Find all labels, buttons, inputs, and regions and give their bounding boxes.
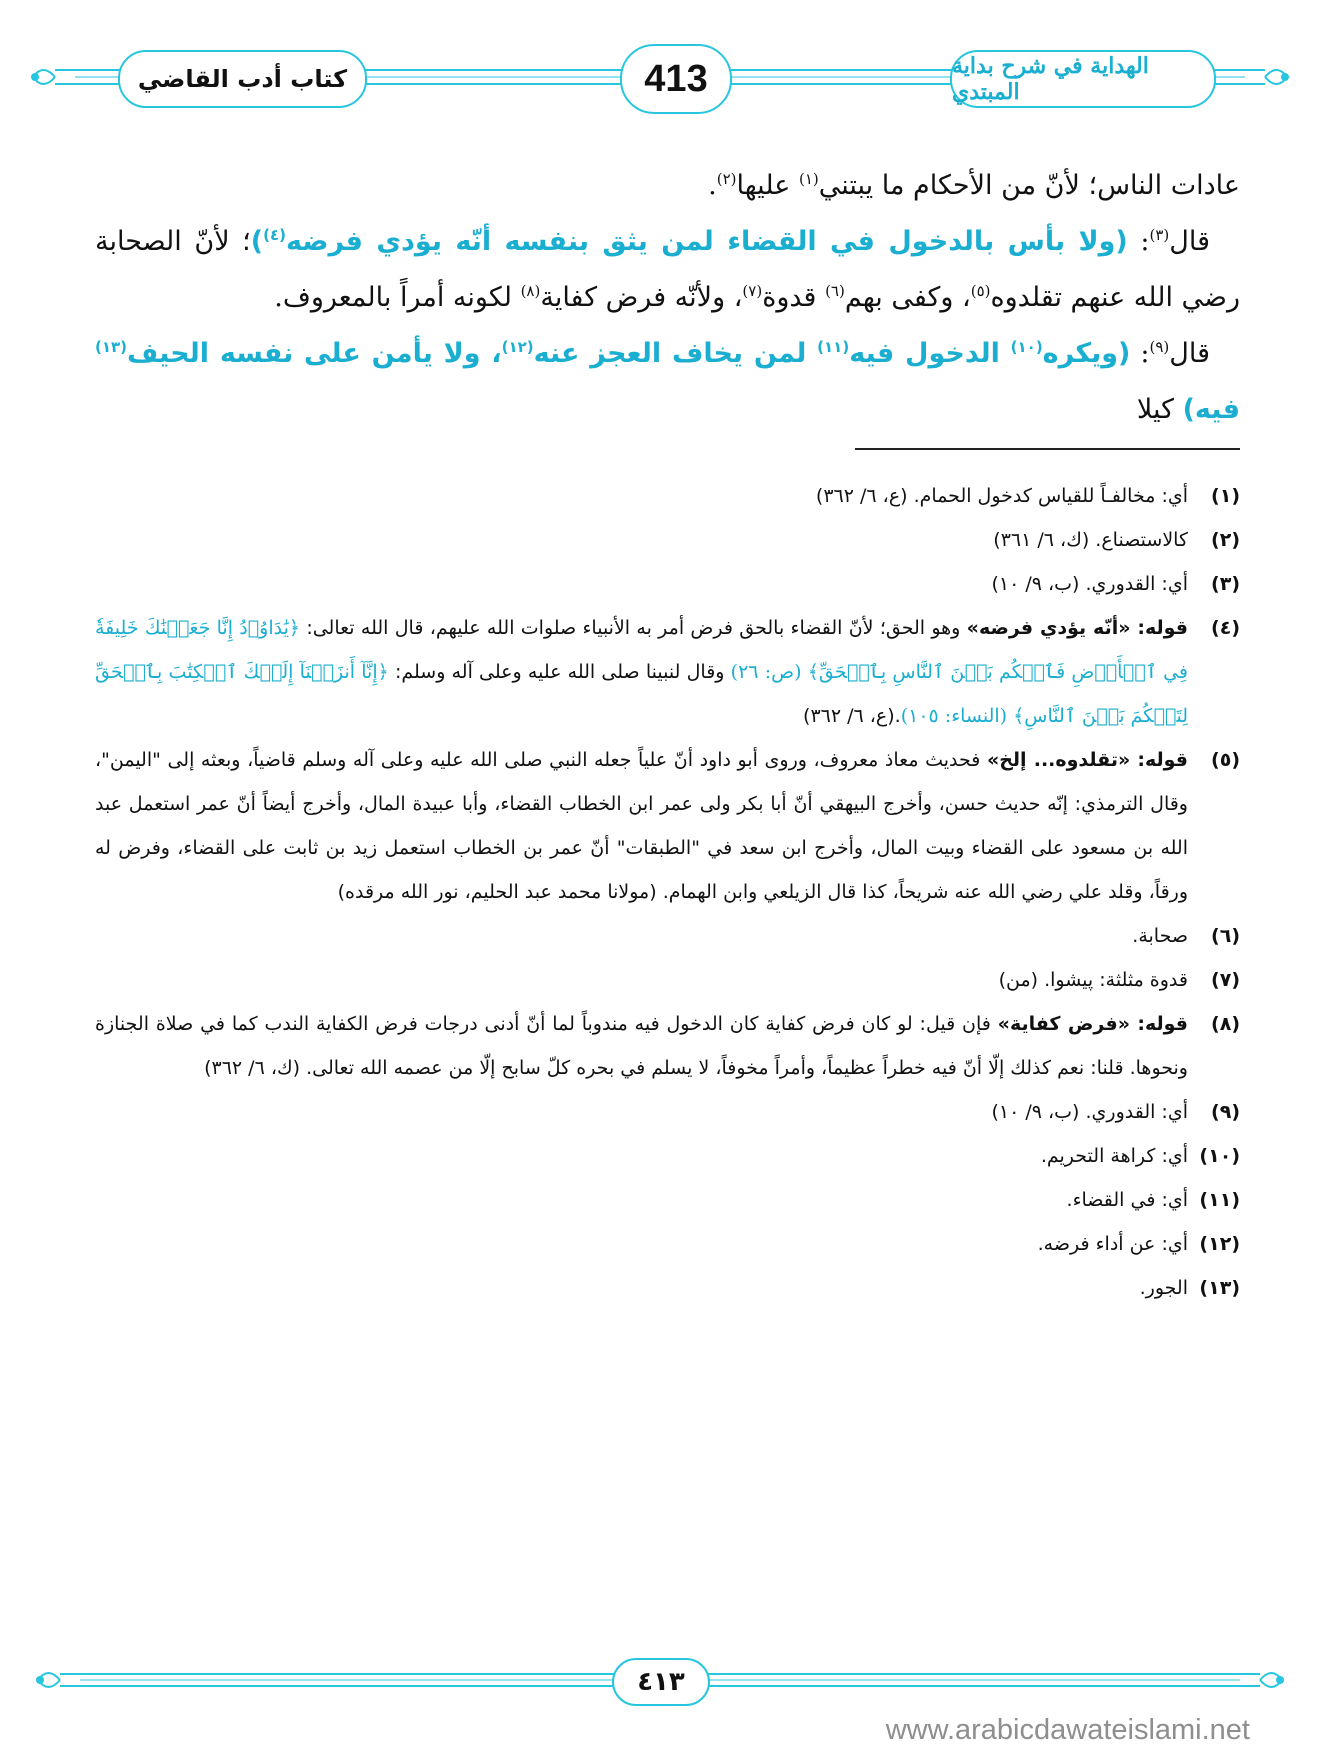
footnote-ref-5[interactable]: (٥) <box>970 282 991 300</box>
footnote-ref-2[interactable]: (٢) <box>716 170 737 188</box>
footnote-1: (١) أي: مخالفـاً للقياس كدخول الحمام. (ع، ٦/ ٣٦٢) <box>815 485 1240 507</box>
footnote-10: (١٠) أي: كراهة التحريم. <box>1040 1145 1240 1167</box>
footnote-ref-6[interactable]: (٦) <box>825 282 845 300</box>
footnote-9: (٩) أي: القدوري. (ب، ٩/ ١٠) <box>991 1101 1240 1123</box>
main-text <box>95 158 1240 438</box>
footnote-ref-13[interactable]: (١٣) <box>95 338 128 356</box>
footnote-ref-4[interactable]: (٤) <box>263 226 286 244</box>
page-footer <box>0 1650 1319 1710</box>
footnote-ref-10[interactable]: (١٠) <box>1010 338 1043 356</box>
footnote-separator <box>855 448 1240 450</box>
page-header <box>0 0 1319 120</box>
footnote-ref-11[interactable]: (١١) <box>817 338 850 356</box>
paragraph-2: قال$^{(٣)}$: (ولا بأس بالدخول في القضاء لمن يثق بنفسه أنّه يؤدي فرضه$^{(٤)}$)؛ لأنّ الصحابة رضي الله عنهم تقلدوه$^{(٥)}$، وكفى بهم$^{(٦)}$ قدوة$^{(٧)}$، ولأنّه فرض كفاية$^{(٨)}$ لكونه أمراً بالمعروف. <box>95 226 1240 313</box>
footnote-ref-8[interactable]: (٨) <box>520 282 541 300</box>
footnote-11: (١١) أي: في القضاء. <box>1066 1189 1240 1211</box>
footnote-ref-1[interactable]: (١) <box>798 170 819 188</box>
paragraph-1: عادات الناس؛ لأنّ من الأحكام ما يبتني$^{(١)}$ عليها$^{(٢)}$. <box>708 170 1240 201</box>
footer-page-number: ٤١٣ <box>612 1658 710 1706</box>
footnote-6: (٦) صحابة. <box>1132 925 1240 947</box>
paragraph-3: قال$^{(٩)}$: (ويكره$^{(١٠)}$ الدخول فيه$^{(١١)}$ لمن يخاف العجز عنه$^{(١٢)}$، ولا يأمن على نفسه الحيف$^{(١٣)}$ فيه) كيلا <box>95 338 1240 425</box>
quran-verse: ﴿يَٰدَاوُۥدُ إِنَّا جَعَلۡنَٰكَ خَلِيفَةٗ فِي ٱلۡأَرۡضِ فَٱحۡكُم بَيۡنَ ٱلنَّاسِ بِٱلۡحَقِّ﴾ (ص: ٢٦) <box>95 617 1188 683</box>
footnote-ref-3[interactable]: (٣) <box>1149 226 1170 244</box>
footnote-13: (١٣) الجور. <box>1139 1277 1240 1299</box>
footnote-7: (٧) قدوة مثلثة: پيشوا. (من) <box>998 969 1240 991</box>
brand-logo-text: الهداية في شرح بداية المبتدي <box>950 50 1216 108</box>
footnote-ref-12[interactable]: (١٢) <box>501 338 534 356</box>
footnote-8: (٨) قوله: «فرض كفاية» فإن قيل: لو كان فرض كفاية كان الدخول فيه مندوباً لما أنّ أدنى درجات فرض الكفاية الندب كما في صلاة الجنازة ونحوها. قلنا: نعم كذلك إلّا أنّ فيه خطراً عظيماً، وأمراً مخوفاً، لا يسلم في بحره كلّ سابح إلّا من عصمه الله تعالى. (ك، ٦/ ٣٦٢) <box>95 1013 1240 1079</box>
footnote-ref-7[interactable]: (٧) <box>742 282 763 300</box>
footnote-ref-9[interactable]: (٩) <box>1149 338 1170 356</box>
page-number: 413 <box>620 44 732 114</box>
footnote-4: (٤) قوله: «أنّه يؤدي فرضه» وهو الحق؛ لأنّ القضاء بالحق فرض أمر به الأنبياء صلوات الله عليهم، قال الله تعالى: ﴿يَٰدَاوُۥدُ إِنَّا جَعَلۡنَٰكَ خَلِيفَةٗ فِي ٱلۡأَرۡضِ فَٱحۡكُم بَيۡنَ ٱلنَّاسِ بِٱلۡحَقِّ﴾ (ص: ٢٦) وقال لنبينا صلى الله عليه وعلى آله وسلم: ﴿إِنَّآ أَنزَلۡنَآ إِلَيۡكَ ٱلۡكِتَٰبَ بِٱلۡحَقِّ لِتَحۡكُمَ بَيۡنَ ٱلنَّاسِ﴾ (النساء: ١٠٥).(ع، ٦/ ٣٦٢) <box>95 617 1240 727</box>
website-watermark: www.arabicdawateislami.net <box>885 1714 1250 1746</box>
matn-highlight: (ويكره$^{(١٠)}$ الدخول فيه$^{(١١)}$ لمن يخاف العجز عنه$^{(١٢)}$، ولا يأمن على نفسه الحيف$^{(١٣)}$ فيه) <box>95 338 1240 425</box>
footnote-2: (٢) كالاستصناع. (ك، ٦/ ٣٦١) <box>993 529 1240 551</box>
footnote-12: (١٢) أي: عن أداء فرضه. <box>1037 1233 1240 1255</box>
footnotes <box>95 474 1240 1310</box>
footnote-5: (٥) قوله: «تقلدوه... إلخ» فحديث معاذ معروف، وروى أبو داود أنّ علياً جعله النبي صلى الله عليه وعلى آله وسلم قاضياً، وبعثه إلى "اليمن"، وقال الترمذي: إنّه حديث حسن، وأخرج البيهقي أنّ أبا بكر ولى عمر ابن الخطاب القضاء، وأبا عبيدة المال، وأخرج أيضاً أنّ عمر استعمل عبد الله بن مسعود على القضاء وبيت المال، وأخرج ابن سعد في "الطبقات" أنّ عمر بن الخطاب استعمل زيد بن ثابت على القضاء، وفرض له ورقاً، وقلد علي رضي الله عنه شريحاً، كذا قال الزيلعي وابن الهمام. (مولانا محمد عبد الحليم، نور الله مرقده) <box>95 749 1240 903</box>
matn-highlight: (ولا بأس بالدخول في القضاء لمن يثق بنفسه أنّه يؤدي فرضه$^{(٤)}$) <box>250 226 1128 257</box>
footnote-3: (٣) أي: القدوري. (ب، ٩/ ١٠) <box>991 573 1240 595</box>
book-title: كتاب أدب القاضي <box>118 50 367 108</box>
quran-verse: ﴿إِنَّآ أَنزَلۡنَآ إِلَيۡكَ ٱلۡكِتَٰبَ بِٱلۡحَقِّ لِتَحۡكُمَ بَيۡنَ ٱلنَّاسِ﴾ (النساء: ١٠٥) <box>95 661 1188 727</box>
